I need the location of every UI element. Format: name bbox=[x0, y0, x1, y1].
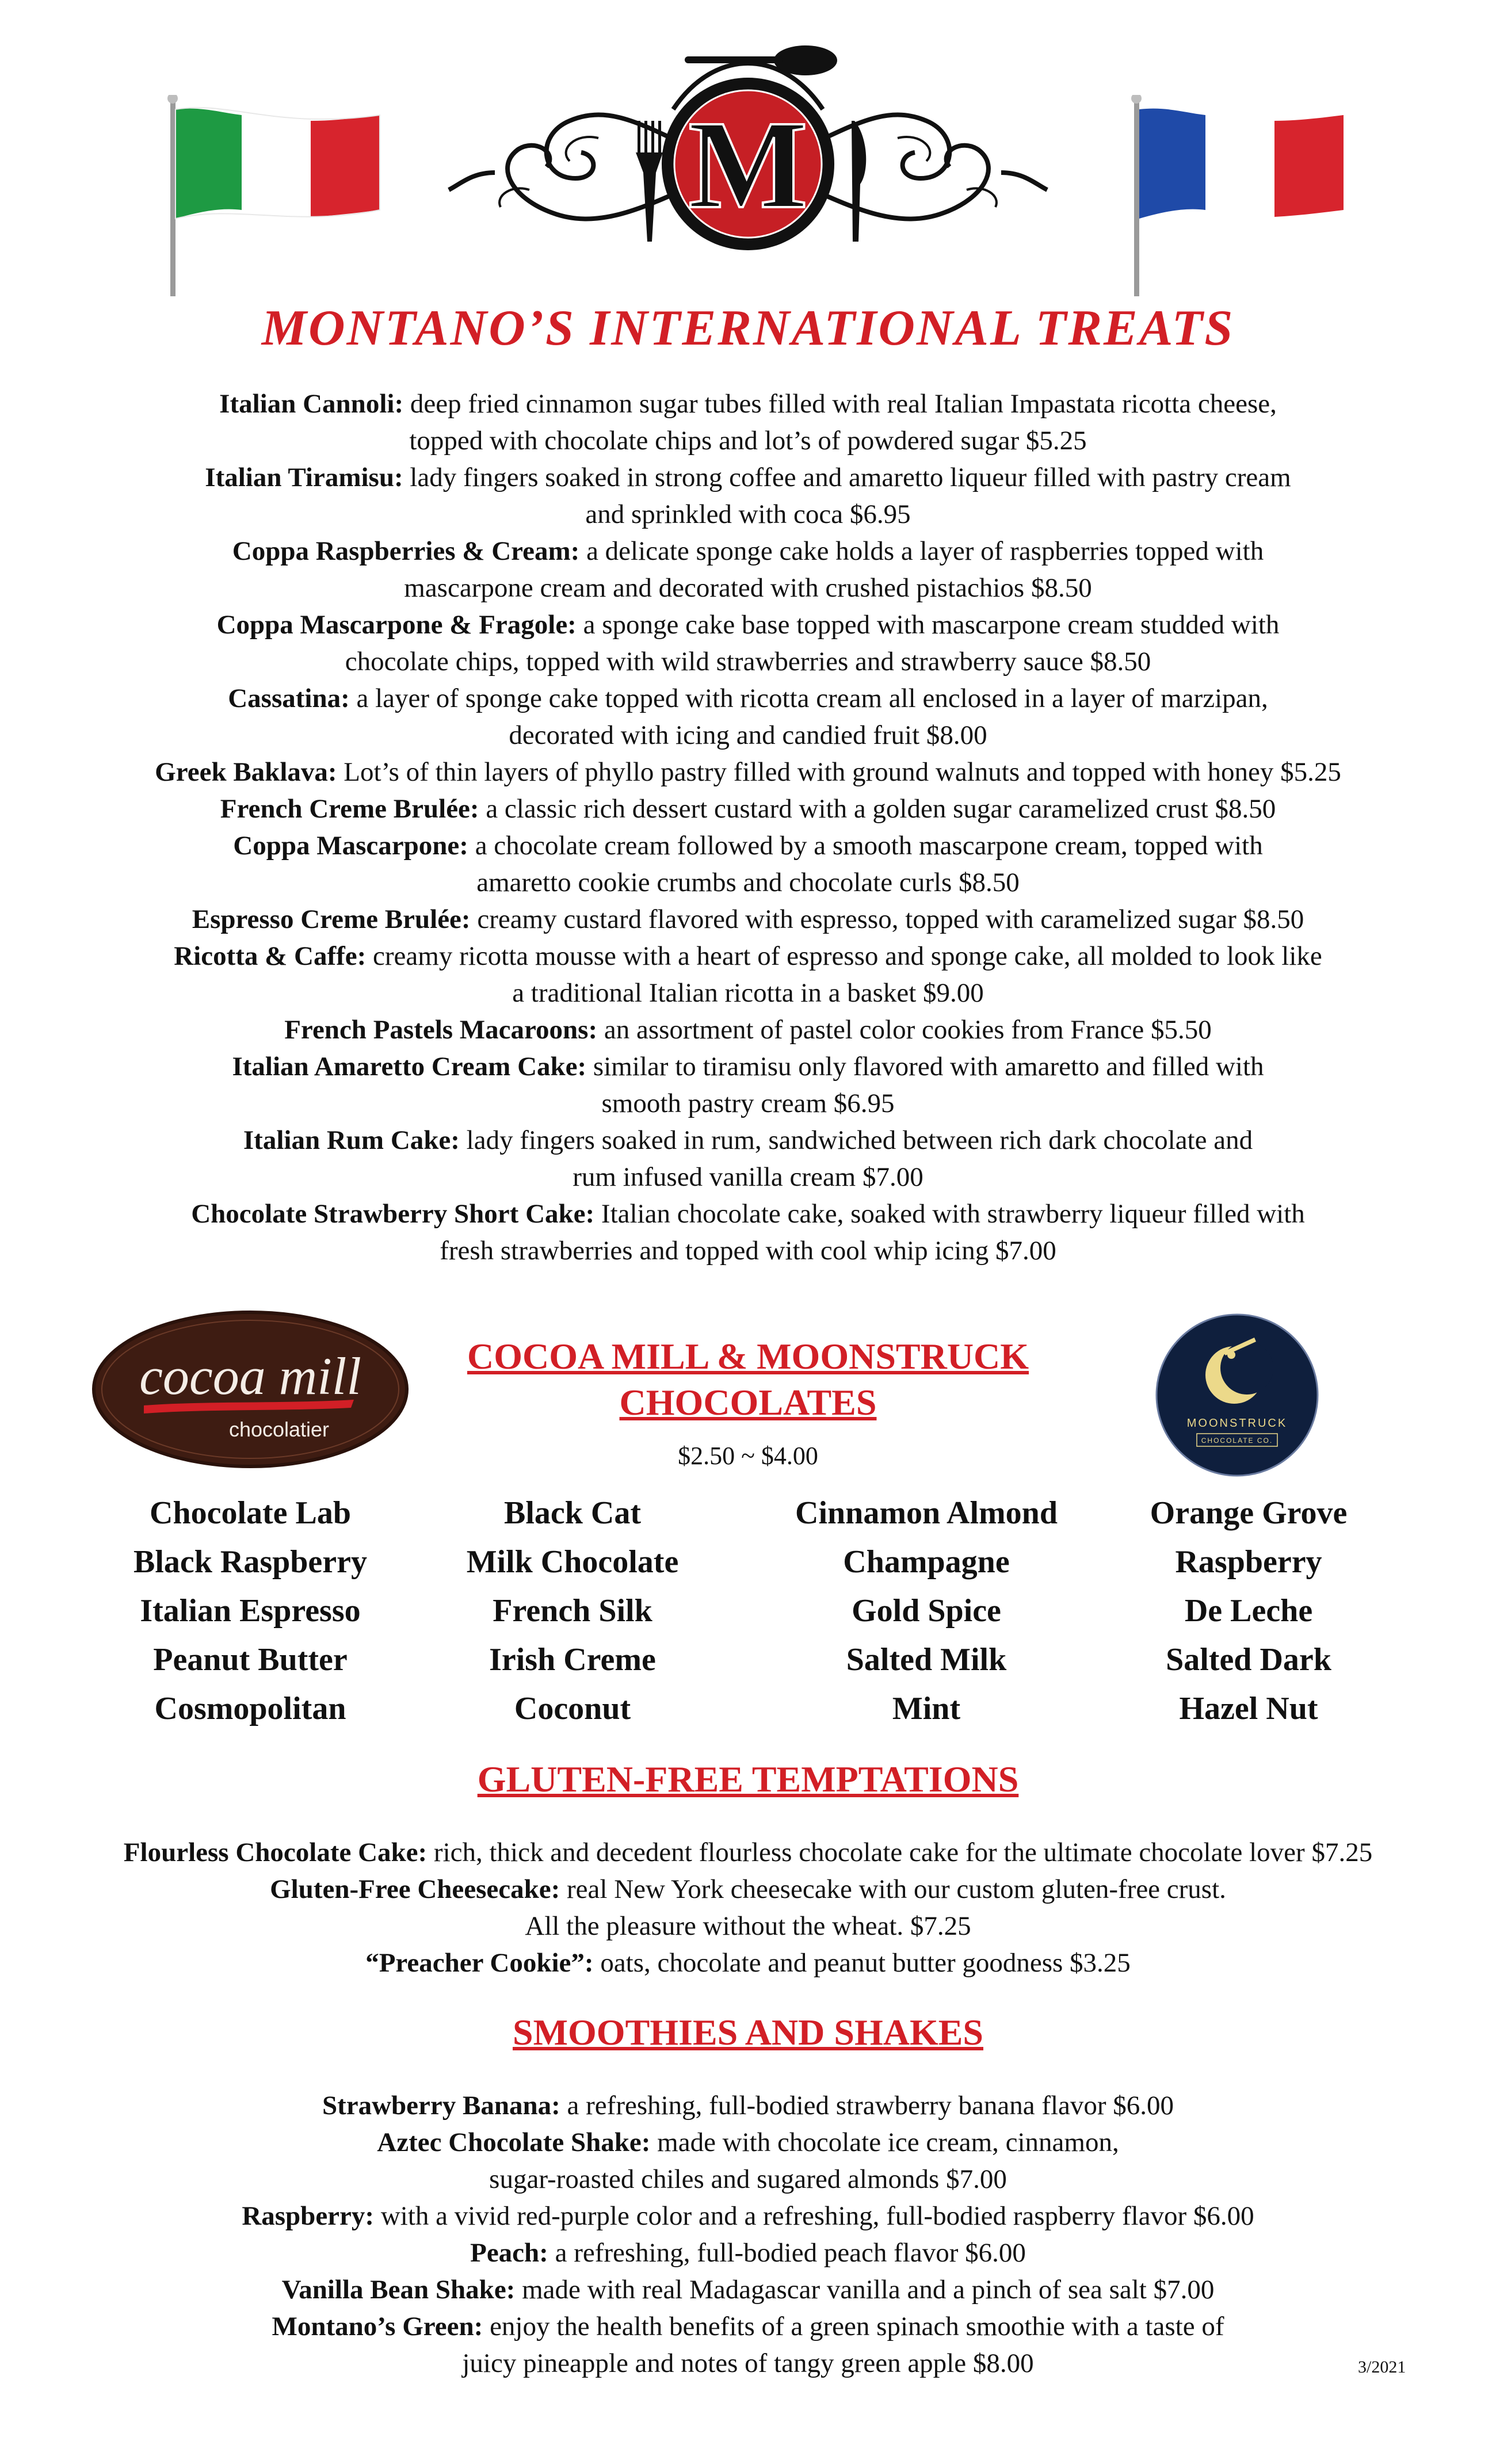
item-desc: enjoy the health benefits of a green spinach smoothie with a taste of bbox=[483, 2312, 1224, 2341]
item-desc: with a vivid red-purple color and a refreshing, full-bodied raspberry flavor $6.00 bbox=[374, 2201, 1254, 2231]
flavor-item: Mint bbox=[892, 1691, 961, 1726]
gluten-free-title: GLUTEN-FREE TEMPTATIONS bbox=[477, 1759, 1019, 1800]
item-desc: made with real Madagascar vanilla and a pinch of sea salt $7.00 bbox=[515, 2275, 1215, 2305]
item-name: Espresso Creme Brulée: bbox=[192, 904, 471, 934]
list-item bbox=[86, 901, 1410, 938]
item-name: French Pastels Macaroons: bbox=[284, 1015, 598, 1045]
item-desc: a delicate sponge cake holds a layer of raspberries topped with bbox=[579, 536, 1264, 566]
item-name: “Preacher Cookie”: bbox=[365, 1948, 594, 1978]
item-desc: a chocolate cream followed by a smooth mascarpone cream, topped with bbox=[468, 831, 1263, 861]
page-title: MONTANO’S INTERNATIONAL TREATS bbox=[261, 300, 1235, 356]
flavor-column-2 bbox=[411, 1489, 734, 1733]
flavor-item: Coconut bbox=[514, 1691, 631, 1726]
list-item bbox=[86, 790, 1410, 827]
item-desc: a refreshing, full-bodied strawberry banana flavor $6.00 bbox=[560, 2091, 1174, 2121]
item-desc-2: juicy pineapple and notes of tangy green apple $8.00 bbox=[462, 2348, 1034, 2378]
list-item bbox=[86, 938, 1410, 1011]
item-desc: lady fingers soaked in strong coffee and amaretto liqueur filled with pastry cream bbox=[403, 463, 1291, 492]
item-desc-2: smooth pastry cream $6.95 bbox=[601, 1088, 895, 1118]
list-item bbox=[58, 2124, 1438, 2198]
flavor-item: Peanut Butter bbox=[153, 1642, 348, 1678]
item-desc-2: mascarpone cream and decorated with crushed pistachios $8.50 bbox=[404, 573, 1092, 603]
list-item bbox=[86, 827, 1410, 901]
item-name: Aztec Chocolate Shake: bbox=[377, 2127, 651, 2157]
item-desc-2: chocolate chips, topped with wild strawberries and strawberry sauce $8.50 bbox=[345, 647, 1151, 677]
item-desc-2: and sprinkled with coca $6.95 bbox=[585, 499, 911, 529]
item-name: Greek Baklava: bbox=[155, 757, 337, 787]
flavor-item: Hazel Nut bbox=[1179, 1691, 1318, 1726]
flavor-item: Milk Chocolate bbox=[466, 1544, 679, 1580]
smoothies-title: SMOOTHIES AND SHAKES bbox=[513, 2012, 983, 2053]
flavor-item: Orange Grove bbox=[1150, 1495, 1348, 1531]
item-name: Vanilla Bean Shake: bbox=[281, 2275, 516, 2305]
item-desc-2: topped with chocolate chips and lot’s of powdered sugar $5.25 bbox=[409, 426, 1087, 456]
item-desc: oats, chocolate and peanut butter goodness $3.25 bbox=[593, 1948, 1131, 1978]
item-name: Montano’s Green: bbox=[272, 2312, 483, 2341]
list-item bbox=[58, 2087, 1438, 2124]
item-desc: rich, thick and decedent flourless chocolate cake for the ultimate chocolate lover $7.25 bbox=[427, 1838, 1373, 1867]
list-item bbox=[58, 2308, 1438, 2382]
item-desc: real New York cheesecake with our custom gluten-free crust. bbox=[560, 1874, 1226, 1904]
chocolates-title-line1: COCOA MILL & MOONSTRUCK bbox=[467, 1336, 1029, 1377]
list-item bbox=[86, 533, 1410, 606]
flavor-item: Cosmopolitan bbox=[154, 1691, 346, 1726]
chocolates-price: $2.50 ~ $4.00 bbox=[678, 1442, 818, 1470]
item-name: Italian Cannoli: bbox=[219, 389, 404, 419]
item-name: Flourless Chocolate Cake: bbox=[123, 1838, 428, 1867]
list-item bbox=[86, 385, 1410, 459]
list-item bbox=[86, 754, 1410, 790]
item-name: Raspberry: bbox=[242, 2201, 375, 2231]
list-item bbox=[86, 1195, 1410, 1269]
item-name: Chocolate Strawberry Short Cake: bbox=[191, 1199, 595, 1229]
item-desc-2: decorated with icing and candied fruit $8.00 bbox=[509, 720, 987, 750]
item-desc: a classic rich dessert custard with a golden sugar caramelized crust $8.50 bbox=[479, 794, 1276, 824]
flavor-item: De Leche bbox=[1184, 1593, 1313, 1629]
list-item bbox=[58, 2234, 1438, 2271]
moonstruck-logo-text: MOONSTRUCK bbox=[1186, 1417, 1288, 1430]
chocolates-title-line2: CHOCOLATES bbox=[619, 1382, 877, 1423]
item-name: Italian Rum Cake: bbox=[243, 1125, 460, 1155]
flavor-item: Cinnamon Almond bbox=[795, 1495, 1058, 1531]
flavor-item: Black Raspberry bbox=[133, 1544, 367, 1580]
item-desc: creamy custard flavored with espresso, topped with caramelized sugar $8.50 bbox=[470, 904, 1304, 934]
item-desc-2: a traditional Italian ricotta in a basket $9.00 bbox=[512, 978, 984, 1008]
gluten-free-list bbox=[58, 1834, 1438, 1981]
item-name: Coppa Mascarpone & Fragole: bbox=[216, 610, 577, 640]
list-item bbox=[58, 2198, 1438, 2234]
flavor-item: Salted Dark bbox=[1166, 1642, 1331, 1678]
item-desc-2: amaretto cookie crumbs and chocolate curls $8.50 bbox=[476, 868, 1020, 897]
flavor-item: Irish Creme bbox=[489, 1642, 656, 1678]
list-item bbox=[58, 1871, 1438, 1945]
flavor-item: Chocolate Lab bbox=[150, 1495, 351, 1531]
item-name: Gluten-Free Cheesecake: bbox=[270, 1874, 560, 1904]
menu-date: 3/2021 bbox=[1358, 2358, 1406, 2377]
item-name: Cassatina: bbox=[228, 683, 350, 713]
logo-letter: M bbox=[688, 94, 808, 235]
item-desc: Lot’s of thin layers of phyllo pastry filled with ground walnuts and topped with honey $5.25 bbox=[337, 757, 1341, 787]
item-desc-2: rum infused vanilla cream $7.00 bbox=[573, 1162, 923, 1192]
flavor-item: Italian Espresso bbox=[140, 1593, 361, 1629]
flavor-column-1 bbox=[89, 1489, 411, 1733]
flavor-item: Champagne bbox=[843, 1544, 1010, 1580]
item-desc: made with chocolate ice cream, cinnamon, bbox=[650, 2127, 1119, 2157]
item-desc: similar to tiramisu only flavored with amaretto and filled with bbox=[586, 1052, 1264, 1082]
list-item bbox=[58, 2271, 1438, 2308]
item-name: Italian Amaretto Cream Cake: bbox=[232, 1052, 587, 1082]
item-name: Peach: bbox=[470, 2238, 548, 2268]
french-flag bbox=[1125, 95, 1355, 311]
cocoa-mill-logo-text: cocoa mill bbox=[139, 1347, 361, 1405]
item-name: Strawberry Banana: bbox=[322, 2091, 560, 2121]
flavor-column-3 bbox=[765, 1489, 1087, 1733]
list-item bbox=[58, 1834, 1438, 1871]
smoothies-list bbox=[58, 2087, 1438, 2382]
cocoa-mill-logo-sub: chocolatier bbox=[228, 1418, 330, 1441]
item-desc-2: All the pleasure without the wheat. $7.25 bbox=[525, 1911, 971, 1941]
treats-list bbox=[86, 385, 1410, 1269]
moonstruck-logo-sub: CHOCOLATE CO. bbox=[1201, 1437, 1273, 1445]
montanos-logo bbox=[426, 40, 1070, 270]
list-item bbox=[86, 606, 1410, 680]
flavor-item: Raspberry bbox=[1175, 1544, 1322, 1580]
list-item bbox=[86, 1122, 1410, 1195]
item-desc: a refreshing, full-bodied peach flavor $6.00 bbox=[548, 2238, 1026, 2268]
item-desc: creamy ricotta mousse with a heart of espresso and sponge cake, all molded to look like bbox=[366, 941, 1322, 971]
item-desc: Italian chocolate cake, soaked with strawberry liqueur filled with bbox=[594, 1199, 1305, 1229]
item-name: Ricotta & Caffe: bbox=[174, 941, 367, 971]
item-desc: a layer of sponge cake topped with ricotta cream all enclosed in a layer of marzipan, bbox=[349, 683, 1268, 713]
item-desc: an assortment of pastel color cookies from France $5.50 bbox=[597, 1015, 1212, 1045]
flavor-item: Salted Milk bbox=[846, 1642, 1007, 1678]
item-name: French Creme Brulée: bbox=[220, 794, 479, 824]
list-item bbox=[86, 1011, 1410, 1048]
list-item bbox=[86, 680, 1410, 754]
item-desc: lady fingers soaked in rum, sandwiched between rich dark chocolate and bbox=[459, 1125, 1253, 1155]
list-item bbox=[86, 1048, 1410, 1122]
item-name: Coppa Mascarpone: bbox=[233, 831, 468, 861]
italian-flag bbox=[161, 95, 391, 311]
item-desc-2: sugar-roasted chiles and sugared almonds $7.00 bbox=[489, 2164, 1007, 2194]
list-item bbox=[86, 459, 1410, 533]
flavor-item: Black Cat bbox=[504, 1495, 641, 1531]
item-desc: deep fried cinnamon sugar tubes filled with real Italian Impastata ricotta cheese, bbox=[403, 389, 1277, 419]
list-item bbox=[58, 1945, 1438, 1981]
item-desc-2: fresh strawberries and topped with cool whip icing $7.00 bbox=[440, 1236, 1056, 1266]
item-desc: a sponge cake base topped with mascarpone cream studded with bbox=[576, 610, 1280, 640]
item-name: Italian Tiramisu: bbox=[205, 463, 403, 492]
flavor-item: Gold Spice bbox=[852, 1593, 1001, 1629]
flavor-item: French Silk bbox=[493, 1593, 652, 1629]
item-name: Coppa Raspberries & Cream: bbox=[232, 536, 580, 566]
flavor-column-4 bbox=[1087, 1489, 1410, 1733]
